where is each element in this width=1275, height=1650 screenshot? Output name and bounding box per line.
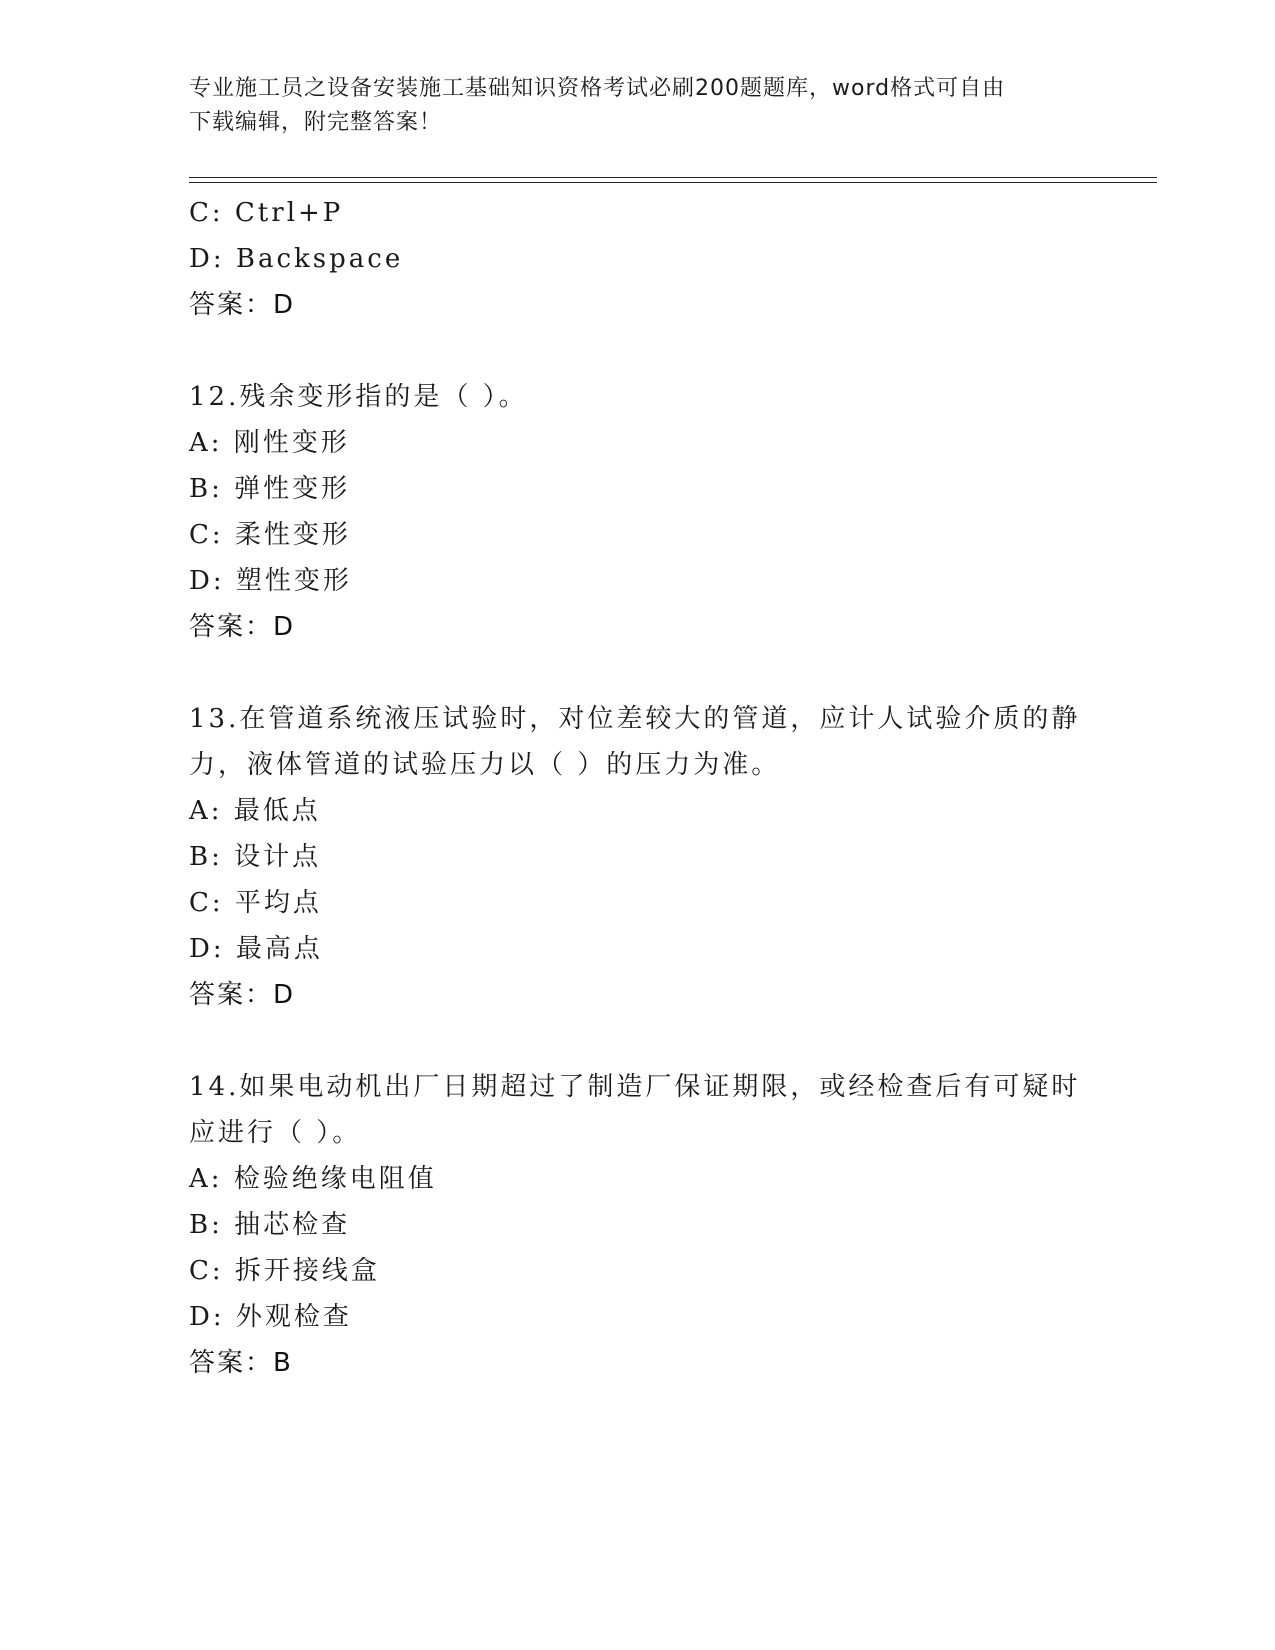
- question-text-line-2: 力，液体管道的试验压力以（ ）的压力为准。: [189, 750, 781, 780]
- question-text-line-1: 14.如果电动机出厂日期超过了制造厂保证期限，或经检查后有可疑时: [189, 1072, 1081, 1102]
- option-b: B: 设计点: [189, 842, 322, 872]
- option-c: C: 平均点: [189, 888, 322, 918]
- option-a: A: 刚性变形: [189, 428, 350, 458]
- question-11-continuation: [189, 190, 1089, 328]
- question-text-line-1: 13.在管道系统液压试验时，对位差较大的管道，应计人试验介质的静: [189, 704, 1081, 734]
- option-a: A: 检验绝缘电阻值: [189, 1164, 437, 1194]
- header-divider-bottom: [189, 182, 1157, 183]
- spacer: [189, 328, 1089, 374]
- option-d: D: 最高点: [189, 934, 323, 964]
- option-b: B: 抽芯检查: [189, 1210, 351, 1240]
- question-12: [189, 374, 1089, 650]
- question-list: [189, 190, 1089, 1386]
- question-text: 12.残余变形指的是（ ）。: [189, 382, 528, 412]
- option-c: C: Ctrl+P: [189, 198, 344, 228]
- answer-line: 答案：D: [189, 980, 296, 1010]
- option-b: B: 弹性变形: [189, 474, 351, 504]
- question-text-line-2: 应进行（ ）。: [189, 1118, 362, 1148]
- answer-line: 答案：D: [189, 612, 296, 642]
- header-divider-top: [189, 177, 1157, 178]
- spacer: [189, 1018, 1089, 1064]
- spacer: [189, 650, 1089, 696]
- option-d: D: Backspace: [189, 244, 404, 274]
- question-14: [189, 1064, 1089, 1386]
- answer-line: 答案：D: [189, 290, 296, 320]
- document-header: [189, 72, 1089, 140]
- option-c: C: 拆开接线盒: [189, 1256, 380, 1286]
- answer-line: 答案：B: [189, 1348, 293, 1378]
- option-c: C: 柔性变形: [189, 520, 351, 550]
- header-title-line-1: 专业施工员之设备安装施工基础知识资格考试必刷200题题库，word格式可自由: [189, 76, 1006, 101]
- header-title-line-2: 下载编辑，附完整答案！: [189, 110, 443, 135]
- option-d: D: 塑性变形: [189, 566, 352, 596]
- option-d: D: 外观检查: [189, 1302, 352, 1332]
- question-13: [189, 696, 1089, 1018]
- option-a: A: 最低点: [189, 796, 321, 826]
